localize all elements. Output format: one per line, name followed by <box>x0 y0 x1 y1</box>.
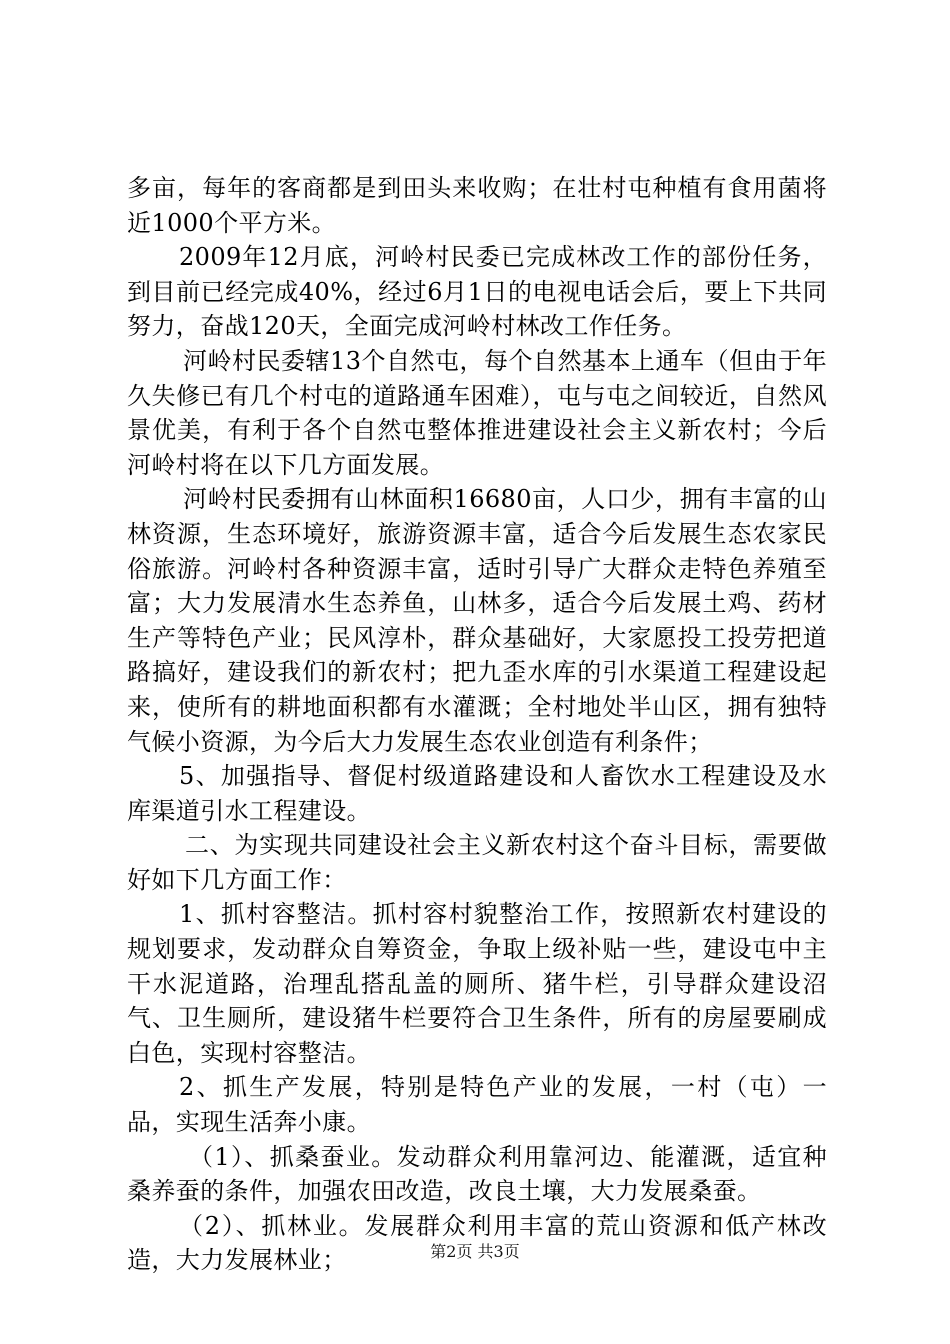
paragraph: 多亩，每年的客商都是到田头来收购；在壮村屯种植有食用菌将近1000个平方米。 <box>127 174 827 237</box>
paragraph: 1、抓村容整洁。抓村容村貌整治工作，按照新农村建设的规划要求，发动群众自筹资金，争取上级补贴一些，建设屯中主干水泥道路，治理乱搭乱盖的厕所、猪牛栏，引导群众建设沼气、卫生厕所，建设猪牛栏要符合卫生条件，所有的房屋要刷成白色，实现村容整洁。 <box>127 900 827 1067</box>
page-number-footer: 第2页 共3页 <box>430 1242 520 1261</box>
paragraph: （2）、抓林业。发展群众利用丰富的荒山资源和低产林改造，大力发展林业； <box>127 1211 827 1275</box>
paragraph: 2、抓生产发展，特别是特色产业的发展，一村（屯）一品，实现生活奔小康。 <box>127 1073 827 1137</box>
document-body <box>127 171 827 1278</box>
paragraph: 河岭村民委拥有山林面积16680亩，人口少，拥有丰富的山林资源，生态环境好，旅游资源丰富，适合今后发展生态农家民俗旅游。河岭村各种资源丰富，适时引导广大群众走特色养殖至富；大力发展清水生态养鱼，山林多，适合今后发展土鸡、药材生产等特色产业；民风淳朴，群众基础好，大家愿投工投劳把道路搞好，建设我们的新农村；把九歪水库的引水渠道工程建设起来，使所有的耕地面积都有水灌溉；全村地处半山区，拥有独特气候小资源，为今后大力发展生态农业创造有利条件； <box>127 485 827 756</box>
section-heading: 二、为实现共同建设社会主义新农村这个奋斗目标，需要做好如下几方面工作： <box>127 831 827 894</box>
paragraph: 5、加强指导、督促村级道路建设和人畜饮水工程建设及水库渠道引水工程建设。 <box>127 762 827 825</box>
paragraph: 河岭村民委辖13个自然屯，每个自然基本上通车（但由于年久失修已有几个村屯的道路通车困难），屯与屯之间较近，自然风景优美，有利于各个自然屯整体推进建设社会主义新农村；今后河岭村将在以下几方面发展。 <box>127 346 827 479</box>
paragraph: 2009年12月底，河岭村民委已完成林改工作的部份任务，到目前已经完成40%，经过6月1日的电视电话会后，要上下共同努力，奋战120天，全面完成河岭村林改工作任务。 <box>127 243 827 341</box>
paragraph: （1）、抓桑蚕业。发动群众利用靠河边、能灌溉，适宜种桑养蚕的条件，加强农田改造，改良土壤，大力发展桑蚕。 <box>127 1142 827 1206</box>
